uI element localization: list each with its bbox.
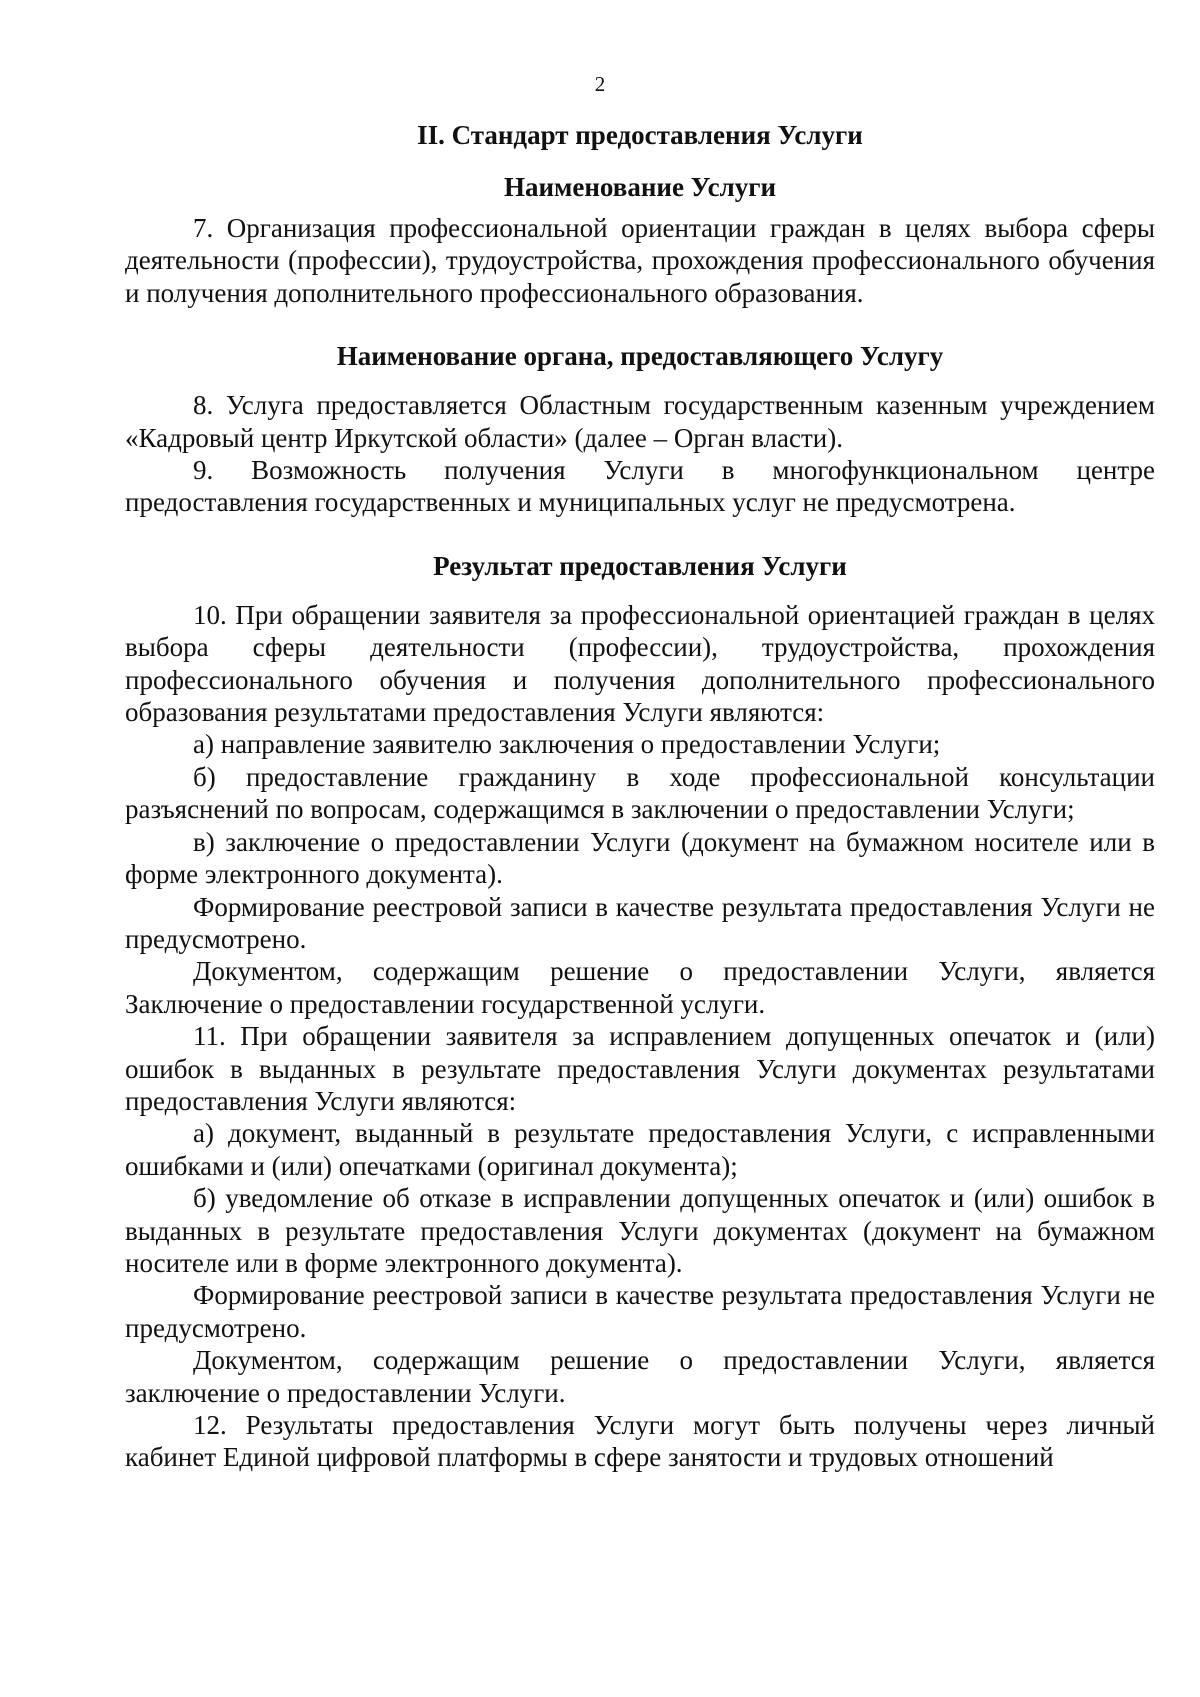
paragraph-9: 9. Возможность получения Услуги в многофункциональном центре предоставления государственных и муниципальных услуг не предусмотрена. [125, 455, 1155, 518]
paragraph-10-registry: Формирование реестровой записи в качестве результата предоставления Услуги не предусмотрено. [125, 891, 1155, 954]
paragraph-11-registry: Формирование реестровой записи в качестве результата предоставления Услуги не предусмотрено. [125, 1280, 1155, 1343]
heading-authority-name: Наименование органа, предоставляющего Услугу [336, 341, 944, 372]
paragraph-11-a: а) документ, выданный в результате предоставления Услуги, с исправленными ошибками и (или) опечатками (оригинал документа); [125, 1118, 1155, 1181]
heading-result: Результат предоставления Услуги [433, 550, 847, 581]
document-body [125, 118, 1155, 1474]
paragraph-10-decision-doc: Документом, содержащим решение о предоставлении Услуги, является Заключение о предоставлении государственной услуги. [125, 956, 1155, 1019]
paragraph-10-c: в) заключение о предоставлении Услуги (документ на бумажном носителе или в форме электронного документа). [125, 826, 1155, 890]
paragraph-7: 7. Организация профессиональной ориентации граждан в целях выбора сферы деятельности (профессии), трудоустройства, прохождения профессионального обучения и получения дополнительного профессионального образования. [125, 213, 1155, 308]
paragraph-11-decision-doc: Документом, содержащим решение о предоставлении Услуги, является заключение о предоставлении Услуги. [125, 1345, 1155, 1408]
paragraph-12: 12. Результаты предоставления Услуги могут быть получены через личный кабинет Единой цифровой платформы в сфере занятости и трудовых отношений [125, 1410, 1155, 1473]
paragraph-10: 10. При обращении заявителя за профессиональной ориентацией граждан в целях выбора сферы деятельности (профессии), трудоустройства, прохождения профессионального обучения и получения дополнительного профессионального образования результатами предоставления Услуги являются: [125, 599, 1155, 728]
paragraph-10-a: а) направление заявителю заключения о предоставлении Услуги; [193, 729, 941, 760]
section-title: II. Стандарт предоставления Услуги [417, 120, 863, 150]
paragraph-11-b: б) уведомление об отказе в исправлении допущенных опечаток и (или) ошибок в выданных в результате предоставления Услуги документах (документ на бумажном носителе или в форме электронного документа). [125, 1183, 1155, 1278]
paragraph-11: 11. При обращении заявителя за исправлением допущенных опечаток и (или) ошибок в выданных в результате предоставления Услуги документах результатами предоставления Услуги являются: [125, 1021, 1155, 1116]
paragraph-10-b: б) предоставление гражданину в ходе профессиональной консультации разъяснений по вопросам, содержащимся в заключении о предоставлении Услуги; [125, 761, 1155, 825]
heading-service-name: Наименование Услуги [503, 172, 777, 202]
page-number: 2 [594, 72, 606, 96]
paragraph-8: 8. Услуга предоставляется Областным государственным казенным учреждением «Кадровый центр Иркутской области» (далее – Орган власти). [125, 390, 1155, 453]
